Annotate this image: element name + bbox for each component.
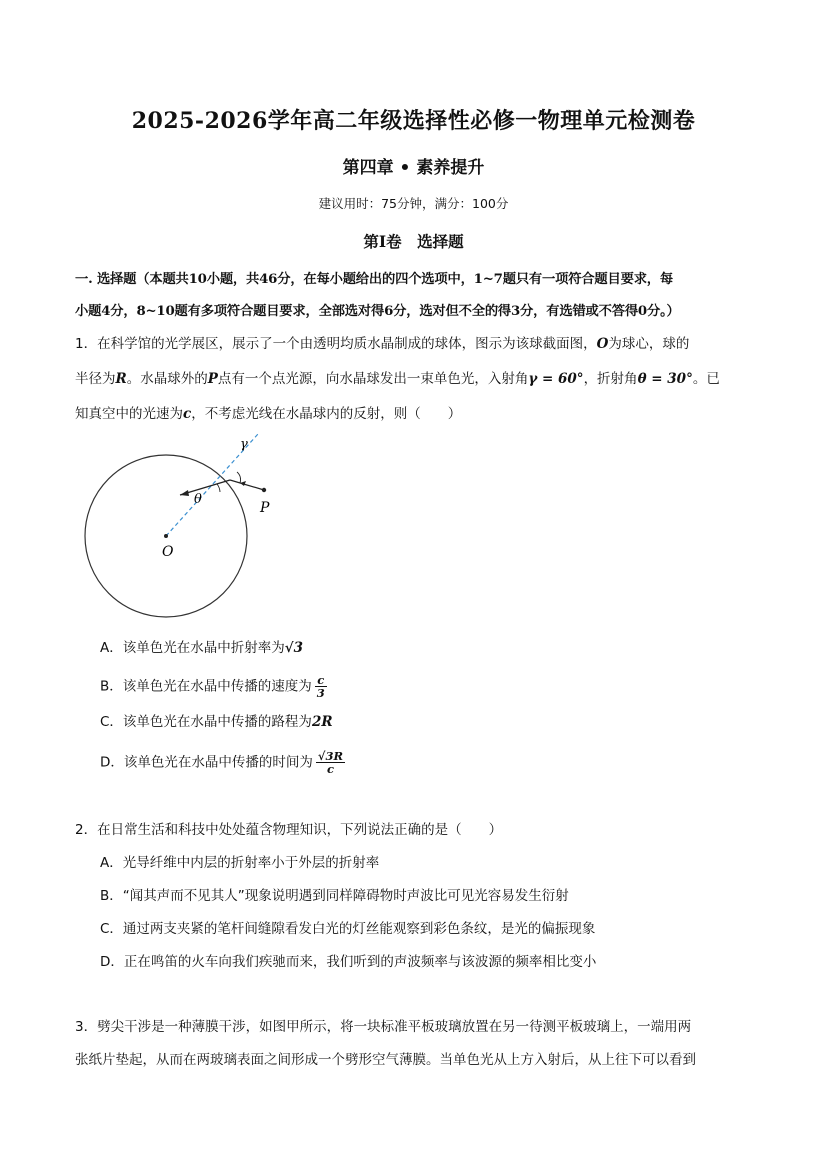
section-instructions-line1: 一. 选择题（本题共10小题，共46分，在每小题给出的四个选项中，1~7题只有一项符合题目要求，每	[75, 272, 673, 287]
q2-option-A: A．光导纤维中内层的折射率小于外层的折射率	[100, 855, 380, 871]
q1-option-A	[100, 638, 303, 658]
q1-option-C-math: 2R	[311, 714, 333, 730]
q1-option-C	[100, 712, 333, 732]
q1-text: ，不考虑光线在水晶球内的反射，则（ ）	[191, 406, 462, 422]
q2-option-B: B．“闻其声而不见其人”现象说明遇到同样障碍物时声波比可见光容易发生衍射	[100, 888, 569, 904]
label-P: P	[260, 500, 270, 516]
q1-option-A-text: A．该单色光在水晶中折射率为	[100, 640, 285, 656]
q3-stem-line2: 张纸片垫起，从而在两玻璃表面之间形成一个劈形空气薄膜。当单色光从上方入射后，从上往下可以看到	[75, 1052, 696, 1068]
q1-text: ，折射角	[583, 371, 638, 387]
sphere-center-point	[164, 534, 168, 538]
q2-stem: 2．在日常生活和科技中处处蕴含物理知识，下列说法正确的是（ ）	[75, 822, 503, 838]
fraction-denominator: c	[326, 762, 334, 776]
q1-stem-line1	[75, 334, 765, 354]
label-O: O	[162, 544, 174, 560]
time-score-hint: 建议用时：75分钟，满分：100分	[318, 196, 509, 211]
q1-option-D-fraction	[316, 750, 345, 775]
exam-title: 2025-2026学年高二年级选择性必修一物理单元检测卷	[131, 108, 696, 134]
q2-option-D: D．正在鸣笛的火车向我们疾驰而来，我们听到的声波频率与该波源的频率相比变小	[100, 954, 597, 970]
q1-stem-line2	[75, 369, 765, 389]
q1-symbol-R: R	[115, 371, 127, 387]
crystal-sphere-figure	[80, 428, 280, 628]
label-gamma: γ	[240, 437, 248, 452]
q1-text: 为球心，球的	[608, 336, 690, 352]
gamma-arc	[237, 472, 241, 483]
q1-symbol-O: O	[596, 336, 609, 352]
q1-option-B-fraction	[315, 674, 327, 699]
q1-text: 。已	[692, 371, 720, 387]
q1-symbol-c: c	[183, 406, 192, 422]
light-source-point	[262, 488, 266, 492]
label-theta: θ	[194, 492, 202, 507]
q1-option-A-math: √3	[284, 640, 304, 656]
incident-ray	[230, 480, 264, 490]
fraction-numerator: √3R	[317, 749, 344, 763]
incident-arrow-icon	[240, 481, 246, 486]
part-heading: 第Ⅰ卷 选择题	[363, 232, 464, 251]
q3-stem-line1: 3．劈尖干涉是一种薄膜干涉，如图甲所示，将一块标准平板玻璃放置在另一待测平板玻璃上，一端用两	[75, 1019, 692, 1035]
q1-option-B-text: B．该单色光在水晶中传播的速度为	[100, 678, 312, 695]
q1-option-D-text: D．该单色光在水晶中传播的时间为	[100, 754, 313, 771]
section-instructions-line2: 小题4分，8~10题有多项符合题目要求，全部选对得6分，选对但不全的得3分，有选错或不答得0分。）	[75, 304, 680, 319]
q1-text: 知真空中的光速为	[75, 406, 183, 422]
fraction-denominator: 3	[316, 686, 325, 700]
q1-stem-line3	[75, 404, 765, 424]
refracted-arrow-icon	[180, 490, 189, 496]
q1-text: 。水晶球外的	[126, 371, 208, 387]
theta-arc	[217, 484, 220, 492]
q1-refraction-angle: θ = 30°	[637, 371, 693, 387]
q1-option-B	[100, 674, 327, 699]
q1-text: 1．在科学馆的光学展区，展示了一个由透明均质水晶制成的球体，图示为该球截面图，	[75, 336, 597, 352]
q1-symbol-P: P	[207, 371, 218, 387]
q2-option-C: C．通过两支夹紧的笔杆间缝隙看发白光的灯丝能观察到彩色条纹，是光的偏振现象	[100, 921, 596, 937]
q1-option-D	[100, 750, 345, 775]
q1-option-C-text: C．该单色光在水晶中传播的路程为	[100, 714, 312, 730]
q1-incidence-angle: γ = 60°	[528, 371, 584, 387]
q1-text: 半径为	[75, 371, 116, 387]
chapter-subtitle: 第四章 • 素养提升	[342, 158, 485, 178]
fraction-numerator: c	[315, 674, 327, 687]
q1-text: 点有一个点光源，向水晶球发出一束单色光，入射角	[217, 371, 529, 387]
